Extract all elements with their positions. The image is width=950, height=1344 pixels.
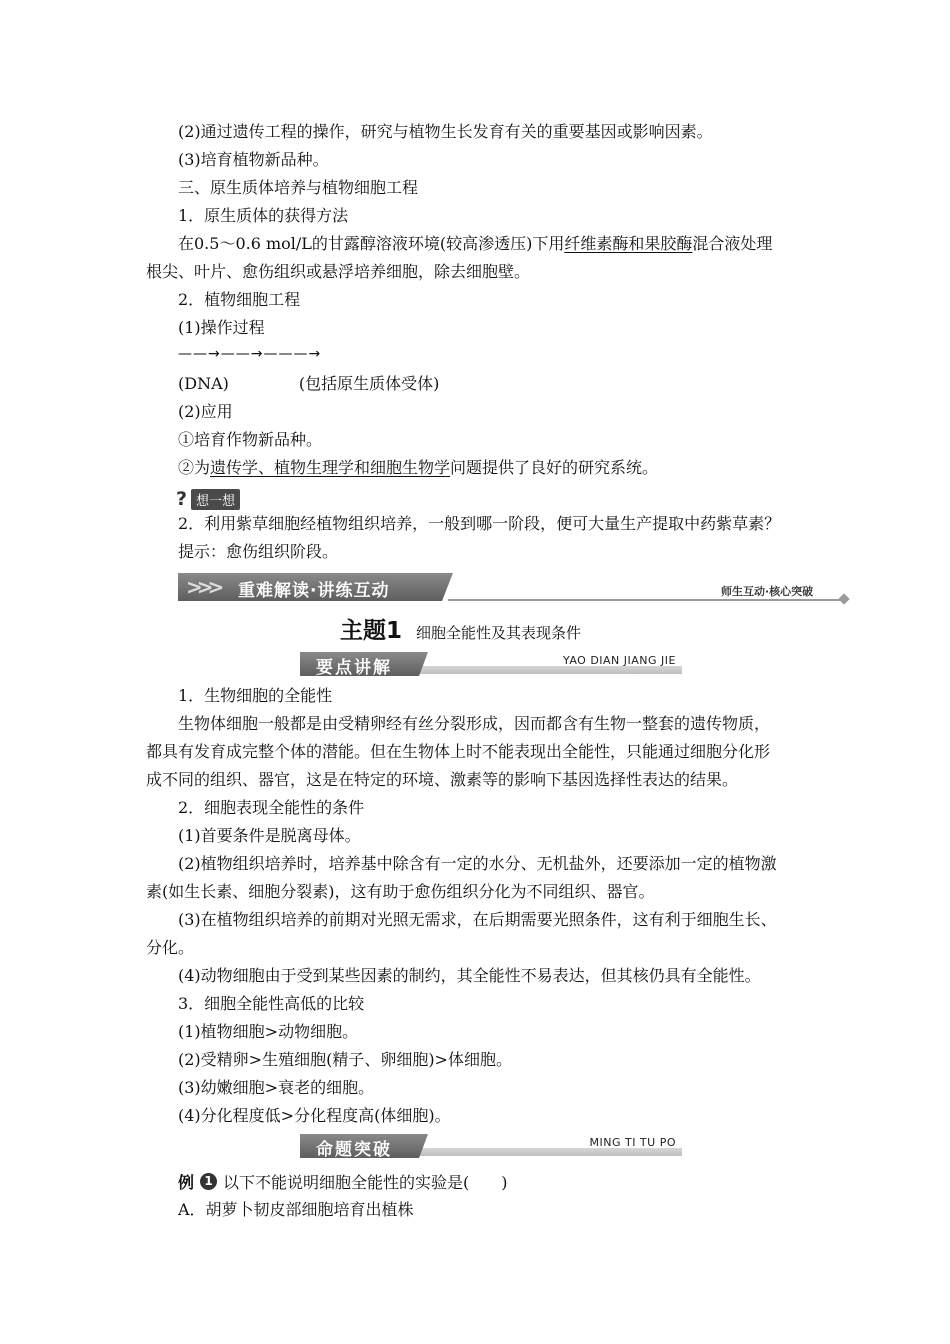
- banner-pinyin: YAO DIAN JIANG JIE: [562, 654, 676, 667]
- text-line: 2．植物细胞工程: [178, 290, 301, 309]
- underlined-term: 遗传学、植物生理学和细胞生物学: [210, 458, 451, 477]
- example-text: 以下不能说明细胞全能性的实验是( ): [223, 1173, 508, 1192]
- example-question: [178, 1170, 508, 1193]
- text-line: (2)通过遗传工程的操作，研究与植物生长发育有关的重要基因或影响因素。: [178, 122, 713, 141]
- diamond-icon: [838, 593, 849, 604]
- key-points-banner: [300, 652, 682, 676]
- underlined-term: 纤维素酶和果胶酶: [564, 234, 693, 253]
- text-line: 素(如生长素、细胞分裂素)，这有助于愈伤组织分化为不同组织、器官。: [146, 882, 655, 901]
- text-line: (1)操作过程: [178, 318, 265, 337]
- text-line: 生物体细胞一般都是由受精卵经有丝分裂形成，因而都含有生物一整套的遗传物质，: [178, 714, 771, 733]
- topic-number: 主题1: [340, 618, 403, 644]
- section-subtitle: 师生互动·核心突破: [721, 585, 814, 598]
- text-line: (2)受精卵>生殖细胞(精子、卵细胞)>体细胞。: [178, 1050, 512, 1069]
- text-line: (2)应用: [178, 402, 233, 421]
- text-span: (包括原生质体受体): [298, 374, 440, 393]
- text-line: 根尖、叶片、愈伤组织或悬浮培养细胞，除去细胞壁。: [146, 262, 531, 281]
- banner-title: 命题突破: [316, 1140, 392, 1160]
- think-label: [176, 488, 240, 510]
- text-line: (3)在植物组织培养的前期对光照无需求，在后期需要光照条件，这有利于细胞生长、: [178, 910, 777, 929]
- section-title: 重难解读·讲练互动: [238, 581, 390, 601]
- section-banner: [178, 573, 848, 605]
- text-line: 2．细胞表现全能性的条件: [178, 798, 365, 817]
- text-line: 成不同的组织、器官，这是在特定的环境、激素等的影响下基因选择性表达的结果。: [146, 770, 739, 789]
- text-line: (1)植物细胞>动物细胞。: [178, 1022, 359, 1041]
- text-line: (4)动物细胞由于受到某些因素的制约，其全能性不易表达，但其核仍具有全能性。: [178, 966, 761, 985]
- text-span: ②为: [178, 458, 211, 477]
- banner-line: [420, 1148, 682, 1156]
- text-line: 分化。: [146, 938, 195, 957]
- think-tag: 想一想: [191, 489, 240, 510]
- banner-pinyin: MING TI TU PO: [589, 1136, 676, 1149]
- text-line: 1．原生质体的获得方法: [178, 206, 349, 225]
- option-a: A．胡萝卜韧皮部细胞培育出植株: [178, 1200, 414, 1219]
- topic-heading: [340, 612, 581, 645]
- text-line: 提示：愈伤组织阶段。: [178, 542, 339, 561]
- text-line: 3．细胞全能性高低的比较: [178, 994, 365, 1013]
- double-chevron-icon: >>>: [186, 575, 219, 599]
- text-line: (3)培育植物新品种。: [178, 150, 329, 169]
- banner-line: [420, 666, 682, 674]
- text-span: 在0.5～0.6 mol/L的甘露醇溶液环境(较高渗透压)下用: [178, 234, 565, 253]
- question-icon: ?: [176, 488, 188, 510]
- text-span: (DNA): [178, 374, 229, 393]
- topic-title: 细胞全能性及其表现条件: [416, 624, 582, 642]
- text-line: [178, 374, 439, 394]
- text-line: [178, 458, 658, 478]
- example-number-badge: 1: [200, 1173, 217, 1190]
- process-arrows: ——→——→———→: [178, 346, 322, 362]
- text-line: (2)植物组织培养时，培养基中除含有一定的水分、无机盐外，还要添加一定的植物激: [178, 854, 777, 873]
- text-span: 混合液处理: [692, 234, 773, 253]
- text-line: 2．利用紫草细胞经植物组织培养，一般到哪一阶段，便可大量生产提取中药紫草素？: [178, 514, 781, 533]
- text-line: [178, 234, 772, 254]
- text-line: 1．生物细胞的全能性: [178, 686, 333, 705]
- text-line: (1)首要条件是脱离母体。: [178, 826, 361, 845]
- text-line: (3)幼嫩细胞>衰老的细胞。: [178, 1078, 375, 1097]
- practice-banner: [300, 1134, 682, 1158]
- banner-rule: [448, 599, 844, 601]
- text-line: (4)分化程度低>分化程度高(体细胞)。: [178, 1106, 451, 1125]
- text-span: 问题提供了良好的研究系统。: [450, 458, 659, 477]
- example-label: 例: [178, 1173, 195, 1192]
- section-heading: 三、原生质体培养与植物细胞工程: [178, 178, 419, 197]
- text-line: ①培育作物新品种。: [178, 430, 323, 449]
- text-line: 都具有发育成完整个体的潜能。但在生物体上时不能表现出全能性，只能通过细胞分化形: [146, 742, 771, 761]
- banner-title: 要点讲解: [316, 658, 392, 678]
